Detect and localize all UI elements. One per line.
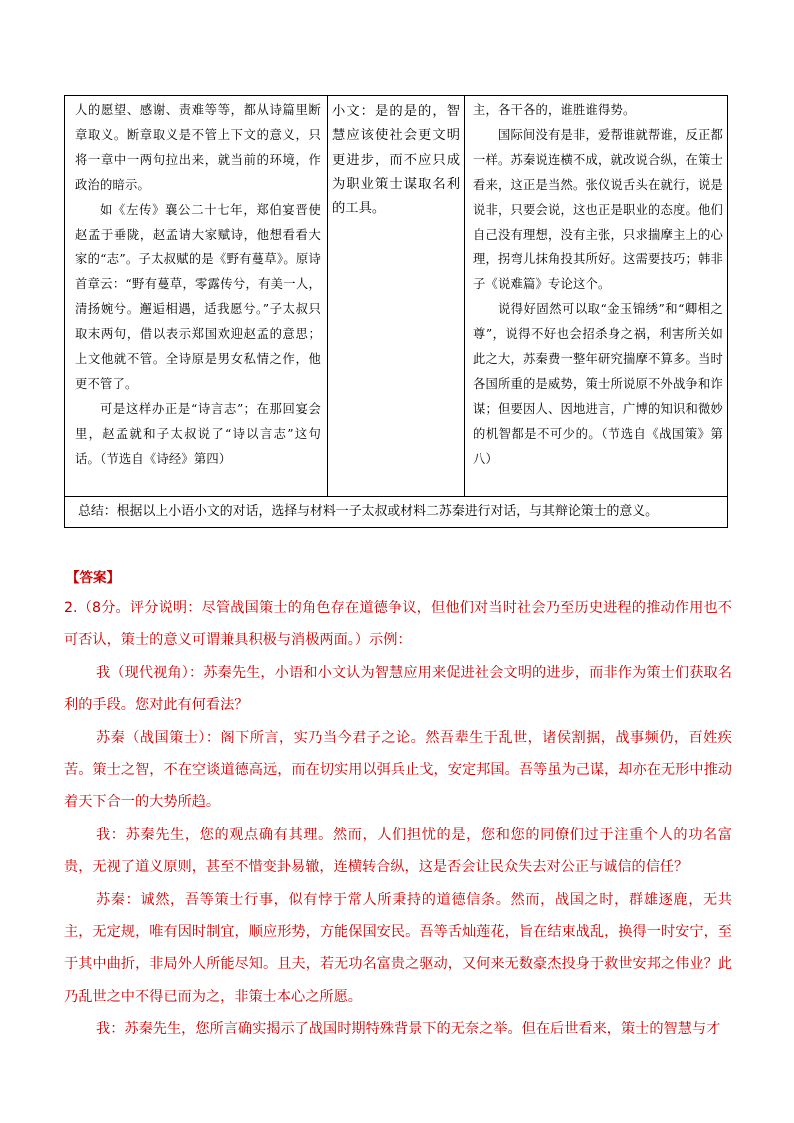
- material-one-paragraph: 人的愿望、感谢、责难等等，都从诗篇里断章取义。断章取义是不管上下文的意义，只将一章中一两句拉出来，就当前的环境，作政治的暗示。: [75, 103, 321, 192]
- answer-paragraph: 我（现代视角）：苏秦先生，小语和小文认为智慧应用来促进社会文明的进步，而非作为策士们获取名利的手段。您对此有何看法？: [64, 664, 732, 714]
- answer-body: [64, 592, 732, 1046]
- material-one-paragraph: 如《左传》襄公二十七年，郑伯宴晋使赵孟于垂陇，赵孟请大家赋诗，他想看看大家的“志”。子太叔赋的是《野有蔓草》。原诗首章云：“野有蔓草，零露传兮，有美一人，清扬婉兮。邂逅相遇，适我愿兮。”子太叔只取末两句，借以表示郑国欢迎赵孟的意思；上文他就不管。全诗原是男女私情之作，他更不管了。: [75, 202, 321, 391]
- answer-paragraph: 苏秦：诚然，吾等策士行事，似有悖于常人所秉持的道德信条。然而，战国之时，群雄逐鹿，无共主，无定规，唯有因时制宜，顺应形势，方能保国安民。吾等舌灿莲花，旨在结束战乱，换得一时安宁，至于其中曲折，非局外人所能尽知。且夫，若无功名富贵之驱动，又何来无数豪杰投身于救世安邦之伟业？此乃乱世之中不得已而为之，非策士本心之所愿。: [64, 891, 732, 1005]
- xiaowen-dialogue-cell: [328, 96, 465, 496]
- material-two-paragraph: 主，各干各的，谁胜谁得势。: [473, 103, 636, 117]
- answer-paragraph: 我：苏秦先生，您所言确实揭示了战国时期特殊背景下的无奈之举。但在后世看来，策士的智慧与才: [96, 1021, 721, 1038]
- xiaowen-dialogue-text: 小文：是的是的，智慧应该使社会更文明更进步，而不应只成为职业策士谋取名利的工具。: [332, 104, 460, 217]
- answer-paragraph: 2.（8分。评分说明：尽管战国策士的角色存在道德争议，但他们对当时社会乃至历史进程的推动作用也不可否认，策士的意义可谓兼具积极与消极两面。）示例：: [64, 600, 732, 649]
- material-one-paragraph: 可是这样办正是“诗言志”；在那回宴会里，赵孟就和子太叔说了“诗以言志”这句话。（节选自《诗经》第四）: [75, 401, 321, 466]
- dialogue-table: [64, 95, 728, 528]
- answer-paragraph: 我：苏秦先生，您的观点确有其理。然而，人们担忧的是，您和您的同僚们过于注重个人的功名富贵，无视了道义原则，甚至不惜变卦易辙，连横转合纵，这是否会让民众失去对公正与诚信的信任？: [64, 826, 732, 876]
- material-one-cell: [65, 96, 328, 496]
- answer-paragraph: 苏秦（战国策士）：阁下所言，实乃当今君子之论。然吾辈生于乱世，诸侯割据，战事频仍，百姓疾苦。策士之智，不在空谈道德高远，而在切实用以弭兵止戈，安定邦国。吾等虽为己谋，却亦在无形中推动着天下合一的大势所趋。: [64, 729, 732, 811]
- material-two-paragraph: 国际间没有是非，爱帮谁就帮谁，反正都一样。苏秦说连横不成，就改说合纵，在策士看来，这正是当然。张仪说舌头在就行，说是说非，只要会说，这也正是职业的态度。他们自己没有理想，没有主张，只求揣摩主上的心理，拐弯儿抹角投其所好。这需要技巧；韩非子《说难篇》专论这个。: [473, 127, 723, 292]
- material-two-paragraph: 说得好固然可以取“金玉锦绣”和“卿相之尊”，说得不好也会招杀身之祸，利害所关如此之大，苏秦费一整年研究揣摩不算多。当时各国所重的是威势，策士所说原不外战争和诈谋；但要因人、因地进言，广博的知识和微妙的机智都是不可少的。（节选自《战国策》第八）: [473, 302, 723, 466]
- material-two-cell: [465, 96, 729, 496]
- summary-row: 总结：根据以上小语小文的对话，选择与材料一子太叔或材料二苏秦进行对话，与其辩论策士的意义。: [65, 496, 727, 528]
- answer-label: 【答案】: [66, 570, 120, 586]
